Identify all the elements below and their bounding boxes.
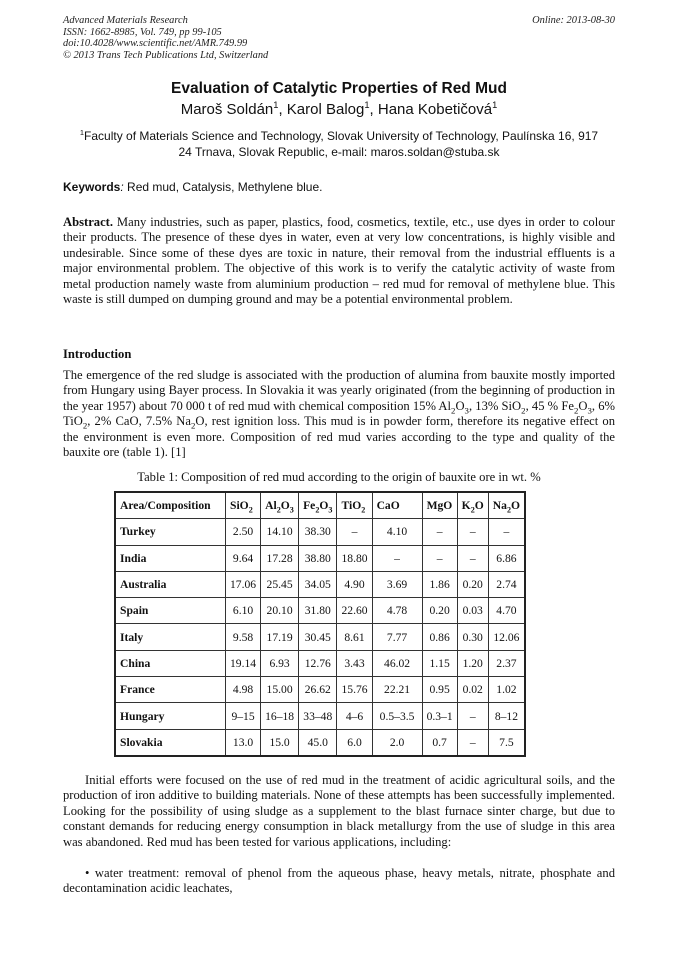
- author-name: Karol Balog: [286, 101, 365, 118]
- row-area-cell: Spain: [116, 598, 226, 624]
- value-cell: –: [422, 545, 457, 571]
- intro-text: The emergence of the red sludge is associated with the production of alumina from bauxite mostly imported from Hungary using Bayer process. In Slovakia it was yearly originated (from the beginning of production in the year 1957) about 70 000 t of red mud with chemical composition 15% Al: [63, 368, 615, 413]
- value-cell: 6.0: [337, 729, 372, 755]
- table-caption: Table 1: Composition of red mud according to the origin of bauxite ore in wt. %: [137, 470, 541, 484]
- header-cell: $K_2O$: [457, 493, 488, 519]
- value-cell: 8–12: [488, 703, 524, 729]
- value-cell: 4.90: [337, 571, 372, 597]
- keywords: [63, 180, 615, 194]
- subscript: 2: [451, 405, 456, 416]
- table-row: [116, 650, 525, 676]
- value-cell: 3.43: [337, 650, 372, 676]
- issn-line: ISSN: 1662-8985, Vol. 749, pp 99-105: [63, 26, 222, 38]
- table-row: [116, 519, 525, 545]
- value-cell: 17.06: [226, 571, 261, 597]
- value-cell: 1.15: [422, 650, 457, 676]
- doi-line: doi:10.4028/www.scientific.net/AMR.749.99: [63, 38, 248, 50]
- subscript: 2: [82, 420, 88, 431]
- value-cell: 15.0: [261, 729, 299, 755]
- intro-text: O: [455, 398, 465, 413]
- value-cell: 13.0: [226, 729, 261, 755]
- table-row: [116, 624, 525, 650]
- table-row: [116, 729, 525, 755]
- keywords-colon: :: [120, 180, 124, 194]
- value-cell: 20.10: [261, 598, 299, 624]
- value-cell: –: [337, 519, 372, 545]
- value-cell: 2.74: [488, 571, 524, 597]
- value-cell: 26.62: [299, 677, 337, 703]
- paper-title: Evaluation of Catalytic Properties of Red Mud: [171, 80, 507, 97]
- abstract-text: Many industries, such as paper, plastics, food, cosmetics, textile, etc., use dyes in order to colour their products. The presence of these dyes in water, even at very low concentrations, is highly visible and undesirable. Since some of these dyes are toxic in nature, their removal from the industrial effluents is a major environmental problem. The objective of this work is to verify the catalytic activity of waste from metal production namely waste from aluminium production – red mud for removal of methylene blue. This waste is still dumped on dumping ground and may be a potential environmental problem.: [63, 215, 615, 307]
- value-cell: 4.98: [226, 677, 261, 703]
- affil-line2: 24 Trnava, Slovak Republic, e-mail: maros.soldan@stuba.sk: [178, 144, 500, 159]
- table-header-row: [116, 493, 525, 519]
- value-cell: 25.45: [261, 571, 299, 597]
- header-cell: TiO$_2$: [337, 493, 372, 519]
- value-cell: 6.93: [261, 650, 299, 676]
- value-cell: 4.70: [488, 598, 524, 624]
- intro-text: O, rest ignition loss. This mud is in powder form, therefore its negative effect on the environment is even more. Composition of red mud varies according to the type and quality of the bauxite ore (table 1). [1]: [63, 414, 615, 460]
- affil-mark: 1: [79, 128, 85, 137]
- value-cell: 14.10: [261, 519, 299, 545]
- value-cell: 12.06: [488, 624, 524, 650]
- row-area-cell: Italy: [116, 624, 226, 650]
- author-affil-mark: 1: [364, 100, 370, 110]
- value-cell: 33–48: [299, 703, 337, 729]
- copyright-line: © 2013 Trans Tech Publications Ltd, Switzerland: [63, 49, 269, 61]
- value-cell: 6.10: [226, 598, 261, 624]
- author-name: Maroš Soldán: [180, 101, 274, 118]
- value-cell: 0.03: [457, 598, 488, 624]
- author-list: Maroš Soldán$^1$, Karol Balog$^1$, Hana Kobetičová$^1$: [180, 100, 498, 118]
- value-cell: 0.20: [457, 571, 488, 597]
- value-cell: –: [372, 545, 422, 571]
- value-cell: –: [457, 545, 488, 571]
- value-cell: 4.78: [372, 598, 422, 624]
- subscript: 2: [521, 405, 526, 416]
- value-cell: 15.76: [337, 677, 372, 703]
- value-cell: 34.05: [299, 571, 337, 597]
- value-cell: 4–6: [337, 703, 372, 729]
- value-cell: 22.21: [372, 677, 422, 703]
- value-cell: 0.7: [422, 729, 457, 755]
- row-area-cell: Hungary: [116, 703, 226, 729]
- value-cell: 0.86: [422, 624, 457, 650]
- value-cell: –: [422, 519, 457, 545]
- header-cell: MgO: [422, 493, 457, 519]
- header-cell: $Na_2O$: [488, 493, 524, 519]
- row-area-cell: China: [116, 650, 226, 676]
- header-cell: CaO: [372, 493, 422, 519]
- author-name: Hana Kobetičová: [377, 101, 493, 118]
- affil-line1: Faculty of Materials Science and Technology, Slovak University of Technology, Paulínska 16, 917: [84, 129, 599, 143]
- section-heading-introduction: Introduction: [63, 347, 132, 361]
- value-cell: 0.3–1: [422, 703, 457, 729]
- subscript: 3: [464, 405, 469, 416]
- table-row: [116, 545, 525, 571]
- intro-paragraph: [63, 368, 615, 460]
- value-cell: 6.86: [488, 545, 524, 571]
- affiliation: [40, 129, 638, 160]
- header-cell: SiO$_2$: [226, 493, 261, 519]
- value-cell: 9.58: [226, 624, 261, 650]
- value-cell: 9–15: [226, 703, 261, 729]
- row-area-cell: Australia: [116, 571, 226, 597]
- value-cell: 2.50: [226, 519, 261, 545]
- value-cell: 1.02: [488, 677, 524, 703]
- table-row: [116, 598, 525, 624]
- value-cell: 9.64: [226, 545, 261, 571]
- author-affil-mark: 1: [273, 100, 279, 110]
- value-cell: 17.19: [261, 624, 299, 650]
- header-cell: Area/Composition: [116, 493, 226, 519]
- value-cell: 2.0: [372, 729, 422, 755]
- subscript: 2: [190, 420, 196, 431]
- table-row: [116, 703, 525, 729]
- subscript: 2: [573, 405, 579, 416]
- header-cell: $Fe_2O_3$: [299, 493, 337, 519]
- value-cell: 38.80: [299, 545, 337, 571]
- value-cell: –: [457, 519, 488, 545]
- value-cell: 16–18: [261, 703, 299, 729]
- row-area-cell: Slovakia: [116, 729, 226, 755]
- value-cell: 8.61: [337, 624, 372, 650]
- value-cell: 4.10: [372, 519, 422, 545]
- value-cell: 38.30: [299, 519, 337, 545]
- value-cell: 19.14: [226, 650, 261, 676]
- value-cell: –: [457, 703, 488, 729]
- online-date: Online: 2013-08-30: [532, 15, 615, 26]
- value-cell: 12.76: [299, 650, 337, 676]
- value-cell: 15.00: [261, 677, 299, 703]
- abstract: [63, 215, 615, 307]
- value-cell: 7.5: [488, 729, 524, 755]
- value-cell: 17.28: [261, 545, 299, 571]
- table-row: [116, 677, 525, 703]
- keywords-label: Keywords: [63, 180, 121, 194]
- subscript: 3: [587, 405, 592, 416]
- bullet-item: • water treatment: removal of phenol from the aqueous phase, heavy metals, nitrate, phosphate and decontamination acidic leachates,: [63, 866, 615, 896]
- value-cell: 46.02: [372, 650, 422, 676]
- keywords-text: Red mud, Catalysis, Methylene blue.: [123, 180, 323, 194]
- value-cell: 0.02: [457, 677, 488, 703]
- value-cell: –: [488, 519, 524, 545]
- row-area-cell: Turkey: [116, 519, 226, 545]
- journal-name: Advanced Materials Research: [63, 15, 188, 26]
- value-cell: 30.45: [299, 624, 337, 650]
- value-cell: 0.20: [422, 598, 457, 624]
- value-cell: 0.30: [457, 624, 488, 650]
- intro-text: , 13% SiO: [468, 398, 522, 413]
- value-cell: 7.77: [372, 624, 422, 650]
- author-affil-mark: 1: [492, 100, 498, 110]
- header-cell: $Al_2O_3$: [261, 493, 299, 519]
- intro-text: , 2% CaO, 7.5% Na: [87, 414, 191, 429]
- value-cell: 22.60: [337, 598, 372, 624]
- value-cell: 45.0: [299, 729, 337, 755]
- intro-text: , 6% TiO: [63, 398, 615, 429]
- value-cell: 1.20: [457, 650, 488, 676]
- composition-table: [115, 492, 525, 756]
- intro-text: O: [578, 398, 588, 413]
- journal-header: [63, 15, 615, 61]
- row-area-cell: India: [116, 545, 226, 571]
- value-cell: 2.37: [488, 650, 524, 676]
- intro-text: , 45 % Fe: [525, 398, 574, 413]
- value-cell: –: [457, 729, 488, 755]
- table-row: [116, 571, 525, 597]
- value-cell: 0.5–3.5: [372, 703, 422, 729]
- abstract-label: Abstract.: [63, 215, 114, 229]
- value-cell: 3.69: [372, 571, 422, 597]
- body-paragraph: Initial efforts were focused on the use of red mud in the treatment of acidic agricultural soils, and the production of iron additive to building materials. None of these attempts has been successfully implemented. Looking for the possibility of using sludge as a supplement to the blast furnace sinter charge, but due to constant demands for reducing energy consumption in black metallurgy from the use of sludge in this area was abandoned. Red mud has been tested for various applications, including:: [63, 773, 615, 849]
- value-cell: 0.95: [422, 677, 457, 703]
- row-area-cell: France: [116, 677, 226, 703]
- value-cell: 18.80: [337, 545, 372, 571]
- value-cell: 31.80: [299, 598, 337, 624]
- value-cell: 1.86: [422, 571, 457, 597]
